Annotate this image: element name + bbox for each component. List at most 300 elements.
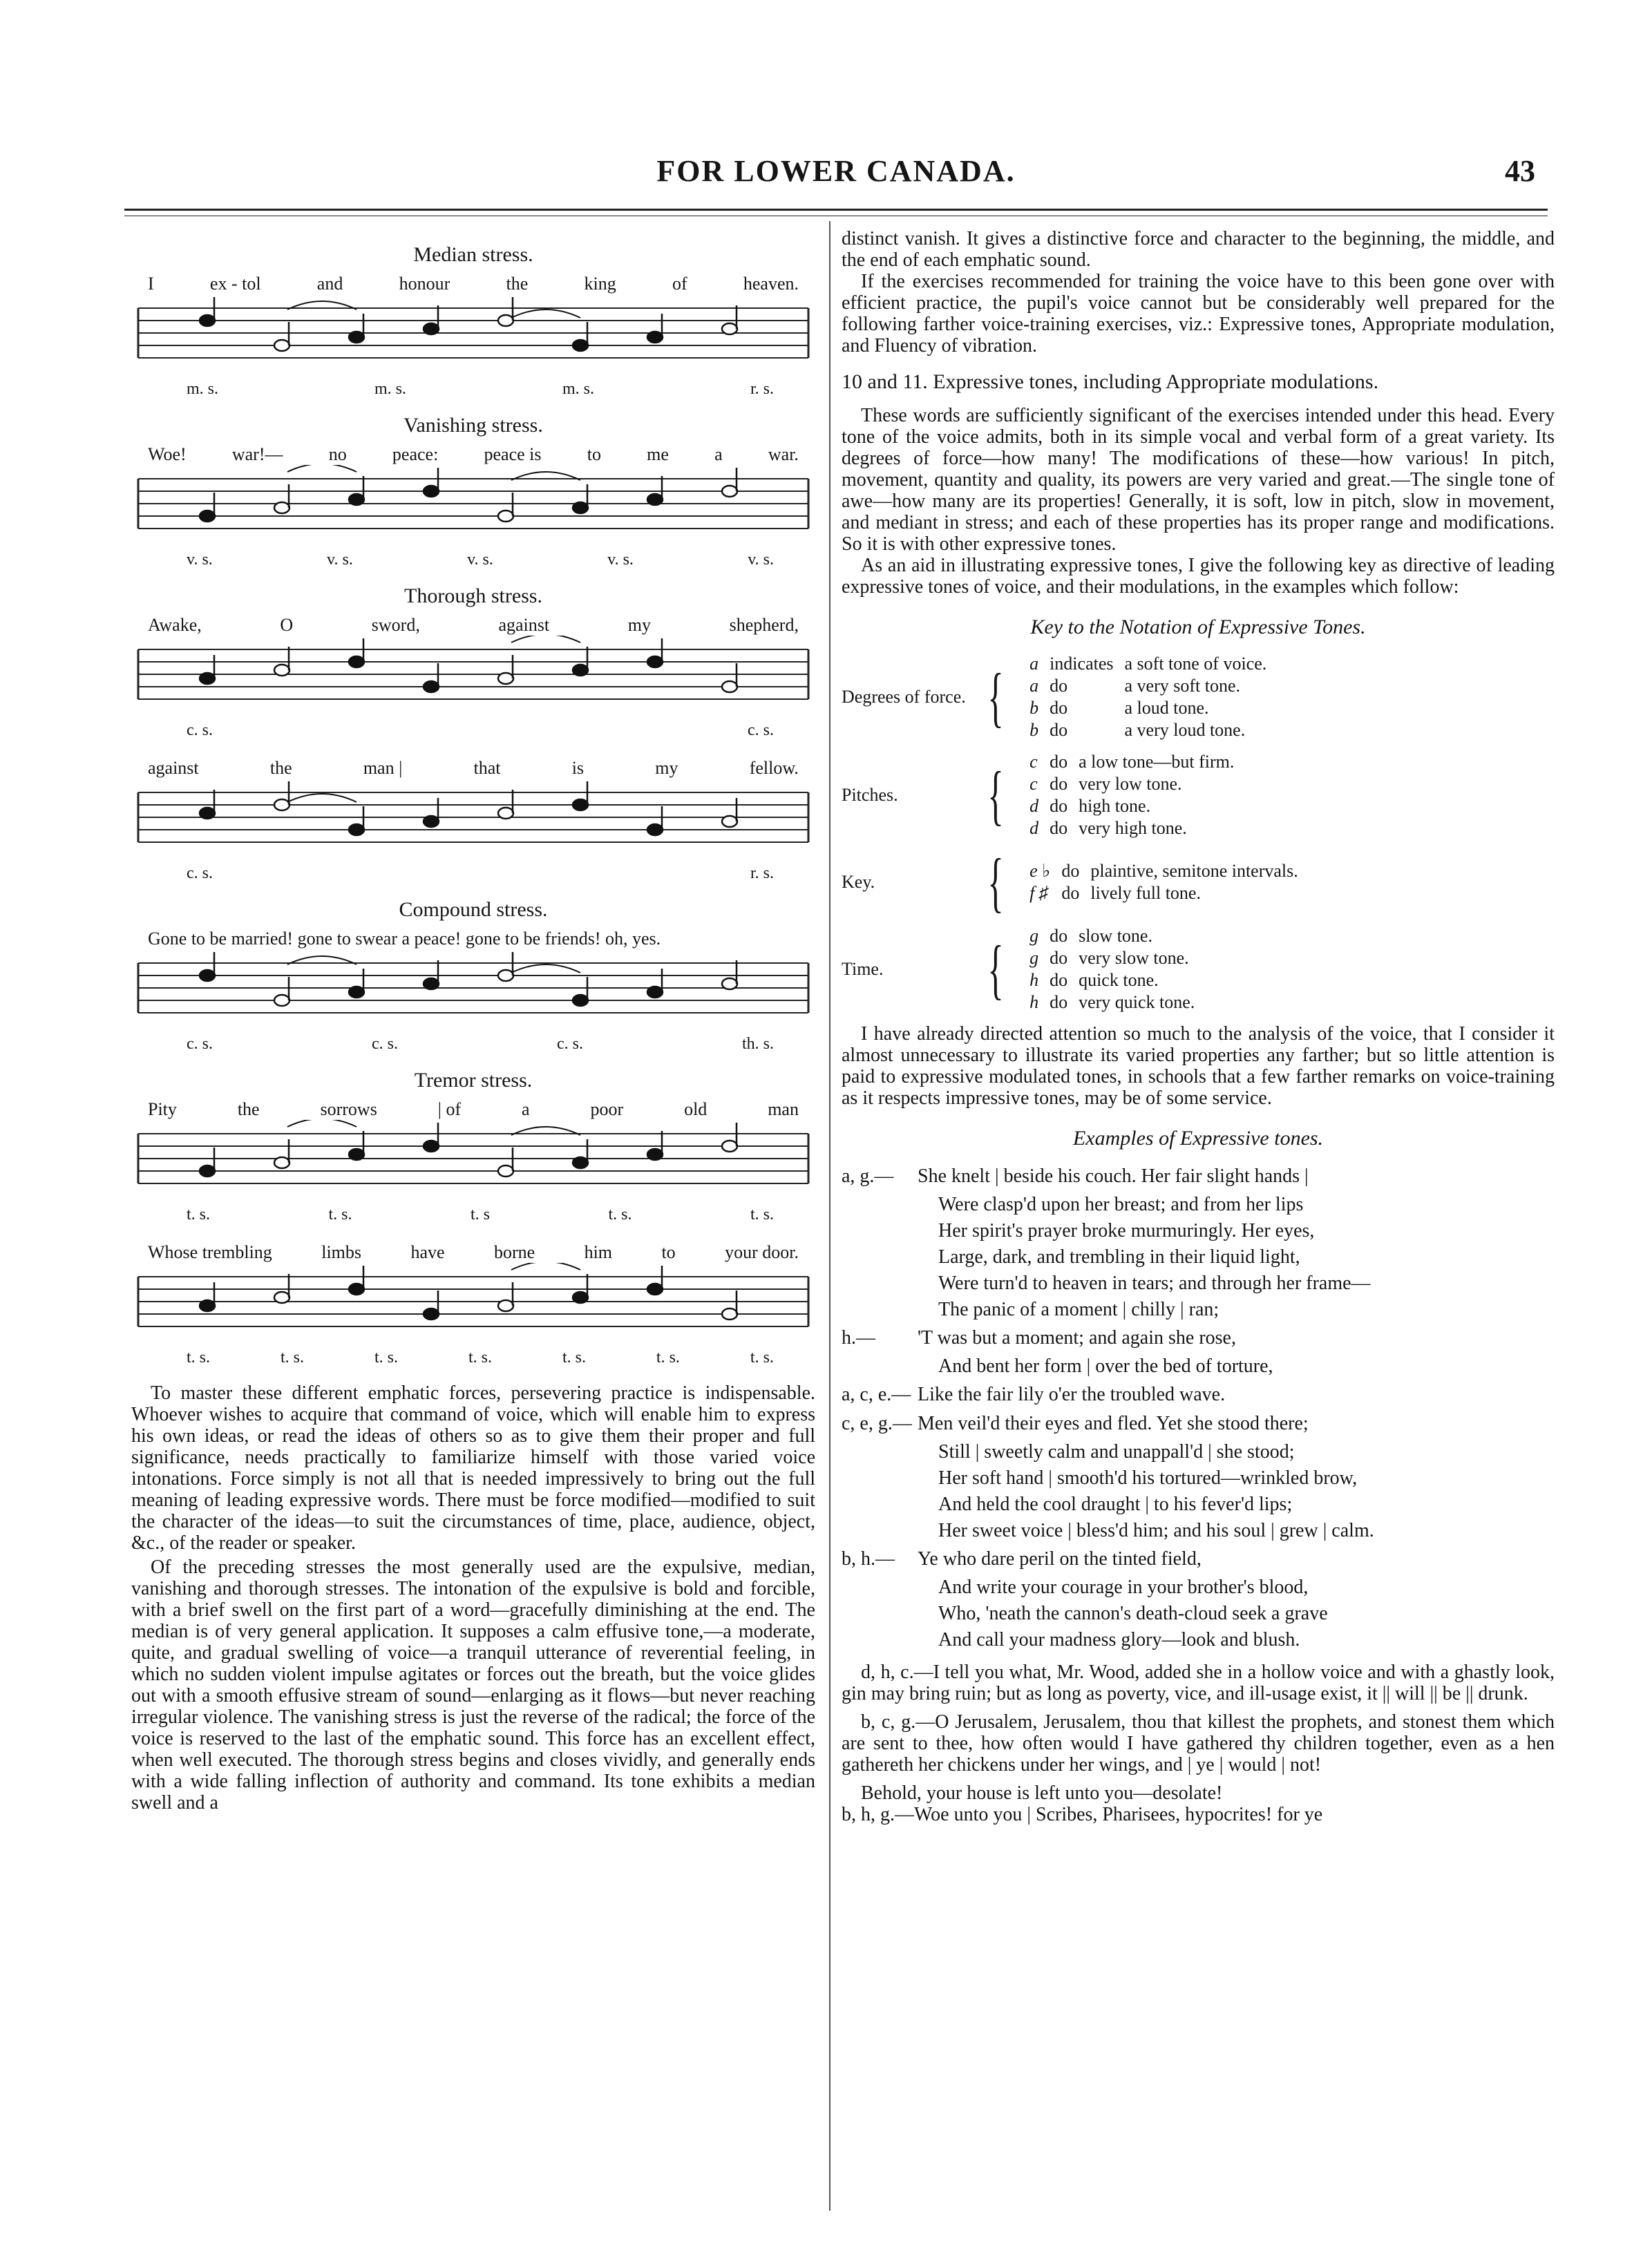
stress-label: v. s.: [748, 551, 774, 569]
note-head: [722, 681, 737, 692]
key-cell: g: [1029, 926, 1039, 946]
music-staff: [131, 636, 815, 718]
slur: [287, 794, 357, 802]
note-head: [647, 332, 663, 343]
stress-title: Tremor stress.: [414, 1069, 533, 1092]
stress-labels: [131, 1349, 815, 1367]
music-staff: [131, 779, 815, 862]
key-cell: very slow tone.: [1079, 948, 1189, 968]
right-column: [842, 228, 1555, 1825]
closing-paragraph-4: b, h, g.—Woe unto you | Scribes, Pharisees, hypocrites! for ye: [842, 1804, 1323, 1825]
key-row: [1024, 991, 1200, 1013]
column-divider: [829, 221, 830, 2211]
stress-labels: [131, 864, 815, 883]
note-head: [349, 1284, 364, 1295]
example-text: And write your courage in your brother's blood,: [938, 1577, 1309, 1598]
key-row: [1024, 925, 1200, 947]
lyric-word: man: [768, 1099, 799, 1119]
example-line: [842, 1519, 1555, 1543]
key-cell: indicates: [1050, 654, 1114, 674]
note-head: [647, 987, 663, 998]
stress-label: c. s.: [556, 1035, 583, 1053]
lyric-word: Whose trembling: [148, 1242, 272, 1262]
lyric-word: fellow.: [749, 758, 799, 778]
note-head: [424, 486, 439, 497]
slur: [511, 1263, 580, 1270]
stress-label: t. s.: [750, 1349, 774, 1367]
lyric-word: peace is: [484, 444, 542, 464]
lyric-word: war.: [768, 444, 799, 464]
key-cell: g: [1029, 948, 1039, 968]
key-cell: very low tone.: [1079, 774, 1182, 794]
music-staff: [131, 1120, 815, 1203]
note-head: [424, 816, 439, 827]
stress-title: Vanishing stress.: [403, 414, 543, 437]
key-cell: do: [1050, 926, 1068, 946]
key-cell: c: [1029, 774, 1038, 794]
music-examples: [131, 243, 815, 1367]
example-text: Were clasp'd upon her breast; and from her lips: [938, 1194, 1304, 1215]
lyric-word: ex - tol: [209, 274, 261, 294]
lyric-word: a: [522, 1099, 530, 1119]
key-cell: do: [1050, 948, 1068, 968]
key-row: [1024, 882, 1304, 904]
note-head: [349, 824, 364, 835]
body-paragraph-1: These words are sufficiently significant of the exercises intended under this head. Every tone of the voice admits, both in its simple vocal and verbal form of a great variety. Its degrees of force—how many! The modifications of these—how various! In pitch, movement, quantity and quality, its powers are very varied and great.—The single tone of awe—how many are its properties! Generally, it is soft, low in pitch, slow in movement, and mediant in stress; and each of these properties has its proper range and modifications. So it is with other expressive tones.: [842, 405, 1555, 555]
key-group-label: Key.: [842, 872, 875, 892]
closing-text: [842, 1662, 1555, 1825]
stress-example: [131, 243, 815, 399]
stress-example: [131, 1069, 815, 1224]
key-cell: do: [1050, 992, 1068, 1012]
slur: [511, 636, 580, 643]
note-head: [274, 799, 289, 810]
lyric-word: that: [473, 758, 501, 778]
left-column: [131, 228, 815, 1814]
page-number: 43: [1505, 154, 1535, 188]
example-line: [842, 1246, 1555, 1269]
stress-spacer: [131, 1224, 815, 1242]
note-head: [647, 1284, 663, 1295]
key-title: Key to the Notation of Expressive Tones.: [1030, 616, 1366, 638]
key-row: [1024, 817, 1240, 839]
example-text: And bent her form | over the bed of torture,: [938, 1355, 1273, 1377]
lyric-word: Pity: [148, 1099, 177, 1119]
left-paragraph-1: To master these different emphatic forces, persevering practice is indispensable. Whoever wishes to acquire that command of voice, which will enable him to express his own ideas, or read the ideas of others so as to give them their proper and full significance, needs practically to familiarize himself with those varied voice intonations. Force simply is not all that is needed impressively to bring out the full meaning of leading expressive words. There must be force modified—modified to suit the character of the ideas—to suit the circumstances of time, place, audience, object, &c., of the reader or speaker.: [131, 1382, 815, 1554]
stress-title: Compound stress.: [399, 898, 548, 921]
intro-paragraph-1: distinct vanish. It gives a distinctive force and character to the beginning, the middle, and the end of each emphatic sound.: [842, 228, 1555, 271]
page-header: [124, 153, 1548, 202]
stress-label: m. s.: [374, 380, 406, 398]
lyric-line: [131, 274, 815, 294]
lyric-line: [131, 444, 815, 465]
slur: [511, 964, 580, 973]
stress-labels: [131, 1035, 815, 1054]
key-cell: plaintive, semitone intervals.: [1090, 861, 1298, 881]
brace-icon: {: [987, 758, 1004, 832]
stress-label: t. s.: [187, 1349, 211, 1367]
example-line: [842, 1382, 1555, 1407]
lyric-word: Gone to be married! gone to swear a peace! gone to be friends! oh, yes.: [148, 929, 661, 949]
key-group-label: Degrees of force.: [842, 687, 966, 707]
key-cell: do: [1050, 818, 1068, 838]
note-head: [647, 494, 663, 505]
example-text: Still | sweetly calm and unappall'd | she stood;: [938, 1441, 1295, 1463]
note-head: [573, 1157, 588, 1168]
stress-label: c. s.: [187, 864, 213, 882]
key-cell: do: [1050, 970, 1068, 990]
brace-icon: {: [987, 845, 1004, 919]
key-cell: high tone.: [1079, 796, 1151, 816]
note-head: [498, 808, 513, 819]
note-head: [573, 799, 588, 810]
note-head: [647, 824, 663, 835]
example-notation: b, h.—: [842, 1548, 895, 1570]
key-group: [842, 925, 1555, 1013]
lyric-word: sword,: [371, 615, 420, 635]
stress-label: c. s.: [187, 1035, 213, 1053]
example-notation: c, e, g.—: [842, 1413, 912, 1434]
closing-paragraph-3: Behold, your house is left unto you—desolate!: [861, 1782, 1223, 1804]
lyric-word: and: [316, 274, 343, 294]
stress-label: c. s.: [748, 721, 774, 739]
key-row: [1024, 947, 1200, 969]
note-head: [200, 1300, 215, 1311]
note-head: [424, 978, 439, 989]
key-cell: do: [1061, 861, 1080, 881]
lyric-word: man |: [363, 758, 403, 778]
key-group: [842, 751, 1555, 839]
example-line: [842, 1326, 1555, 1351]
key-cell: quick tone.: [1079, 970, 1159, 990]
note-head: [498, 673, 513, 684]
lyric-word: Woe!: [148, 444, 187, 464]
left-text: [131, 1382, 815, 1814]
notation-key: [842, 653, 1555, 1013]
key-row: [1024, 697, 1272, 719]
stress-example: [131, 898, 815, 1054]
stress-label: t. s.: [374, 1349, 398, 1367]
note-head: [498, 1165, 513, 1177]
example-text: 'T was but a moment; and again she rose,: [918, 1327, 1236, 1349]
lyric-word: O: [280, 615, 294, 635]
note-head: [274, 340, 289, 351]
lyric-word: shepherd,: [729, 615, 799, 635]
lyric-line: [131, 929, 815, 949]
closing-paragraph-2: b, c, g.—O Jerusalem, Jerusalem, thou that killest the prophets, and stonest them which are sent to thee, how often would I have gathered thy children together, even as a hen gathereth her chickens under her wings, and | ye | would | not!: [842, 1711, 1555, 1776]
key-cell: a very soft tone.: [1124, 676, 1241, 696]
left-paragraph-2: Of the preceding stresses the most generally used are the expulsive, median, vanishing and thorough stresses. The intonation of the expulsive is bold and forcible, with a brief swell on the first part of a word—gracefully diminishing at the end. The median is of very general application. It supposes a calm effusive tone,—a moderate, quite, and gradual swelling of voice—a tranquil utterance of reverential feeling, in which no sudden violent impulse agitates or forces out the breath, but the voice glides out with a smooth effusive stream of sound—enlarging as it flows—but never reaching irregular violence. The vanishing stress is just the reverse of the radical; the force of the voice is reserved to the last of the emphatic sound. This force has an excellent effect, when well executed. The thorough stress begins and closes vividly, and generally ends with a wide falling inflection of authority and command. Its tone exhibits a median swell and a: [131, 1557, 815, 1814]
lyric-word: Awake,: [148, 615, 202, 635]
example-text: Were turn'd to heaven in tears; and through her frame—: [938, 1273, 1371, 1294]
stress-label: t. s.: [468, 1349, 492, 1367]
key-cell: h: [1029, 992, 1039, 1012]
stress-label: v. s.: [467, 551, 493, 569]
note-head: [200, 511, 215, 522]
stress-spacer: [131, 740, 815, 758]
stress-label: v. s.: [607, 551, 634, 569]
example-text: She knelt | beside his couch. Her fair slight hands |: [918, 1165, 1309, 1187]
example-text: Like the fair lily o'er the troubled wave.: [918, 1384, 1226, 1405]
note-head: [200, 673, 215, 684]
lyric-word: of: [672, 274, 687, 294]
example-text: The panic of a moment | chilly | ran;: [938, 1299, 1219, 1320]
key-cell: a: [1029, 676, 1039, 696]
key-cell: a: [1029, 654, 1039, 674]
example-line: [842, 1355, 1555, 1378]
stress-label: c. s.: [371, 1035, 398, 1053]
lyric-word: honour: [399, 274, 450, 294]
note-head: [722, 486, 737, 497]
stress-title: Median stress.: [413, 243, 533, 266]
key-cell: do: [1050, 774, 1068, 794]
key-row: [1024, 795, 1240, 817]
example-notation: h.—: [842, 1327, 875, 1349]
example-line: [842, 1193, 1555, 1217]
example-line: [842, 1467, 1555, 1490]
stress-label: m. s.: [562, 380, 594, 398]
lyric-word: borne: [493, 1242, 535, 1262]
lyric-word: war!—: [231, 444, 283, 464]
key-cell: slow tone.: [1079, 926, 1152, 946]
examples-list: [842, 1164, 1555, 1652]
music-staff: [131, 1263, 815, 1346]
note-head: [200, 970, 215, 981]
key-row: [1024, 773, 1240, 795]
key-table: [1024, 860, 1304, 904]
note-head: [498, 1300, 513, 1311]
example-notation: a, c, e.—: [842, 1384, 911, 1405]
lyric-word: against: [148, 758, 199, 778]
note-head: [722, 978, 737, 989]
lyric-word: no: [328, 444, 347, 464]
stress-label: t. s: [470, 1206, 490, 1224]
key-cell: a soft tone of voice.: [1124, 654, 1267, 674]
stress-label: c. s.: [187, 721, 213, 739]
key-cell: c: [1029, 752, 1038, 772]
stress-label: t. s.: [608, 1206, 632, 1224]
key-cell: a loud tone.: [1124, 698, 1209, 718]
stress-label: m. s.: [187, 380, 219, 398]
lyric-word: old: [684, 1099, 708, 1119]
note-head: [573, 665, 588, 676]
key-cell: a very loud tone.: [1124, 720, 1246, 740]
note-head: [647, 656, 663, 667]
note-head: [424, 681, 439, 692]
stress-label: th. s.: [741, 1035, 774, 1053]
note-head: [349, 656, 364, 667]
note-head: [424, 323, 439, 334]
example-text: And held the cool draught | to his fever'd lips;: [938, 1494, 1293, 1515]
note-head: [349, 494, 364, 505]
note-head: [573, 1292, 588, 1303]
lyric-word: king: [584, 274, 616, 294]
note-head: [498, 511, 513, 522]
example-line: [842, 1576, 1555, 1599]
music-staff: [131, 465, 815, 548]
example-text: Who, 'neath the cannon's death-cloud seek a grave: [938, 1603, 1328, 1624]
lyric-word: peace:: [392, 444, 439, 464]
note-head: [349, 1149, 364, 1160]
intro-paragraph-2: If the exercises recommended for training the voice have to this been gone over with efficient practice, the pupil's voice cannot but be considerably well prepared for the following farther voice-training exercises, viz.: Expressive tones, Appropriate modulation, and Fluency of vibration.: [842, 271, 1555, 356]
key-group-label: Pitches.: [842, 785, 898, 805]
example-line: [842, 1628, 1555, 1652]
key-cell: lively full tone.: [1090, 883, 1201, 903]
lyric-word: against: [498, 615, 550, 635]
key-cell: a low tone—but firm.: [1079, 752, 1235, 772]
key-cell: very high tone.: [1079, 818, 1187, 838]
after-key-paragraph: I have already directed attention so much to the analysis of the voice, that I consider it almost unnecessary to illustrate its varied properties any farther; but so little attention is paid to expressive modulated tones, in schools that a few farther remarks on voice-training as it respects impressive tones, may be of some service.: [842, 1023, 1555, 1109]
key-cell: do: [1050, 720, 1068, 740]
key-cell: do: [1050, 796, 1068, 816]
lyric-word: heaven.: [743, 274, 799, 294]
note-head: [573, 340, 588, 351]
lyric-word: a: [714, 444, 723, 464]
running-title: FOR LOWER CANADA.: [656, 154, 1016, 188]
lyric-word: to: [587, 444, 601, 464]
header-rule: [124, 209, 1548, 211]
note-head: [274, 1292, 289, 1303]
key-table: [1024, 653, 1272, 741]
key-group: [842, 845, 1555, 919]
key-row: [1024, 969, 1200, 991]
example-text: Her sweet voice | bless'd him; and his soul | grew | calm.: [938, 1520, 1374, 1541]
slur: [287, 1120, 357, 1127]
key-row: [1024, 719, 1272, 741]
lyric-word: my: [627, 615, 651, 635]
stress-label: t. s.: [187, 1206, 211, 1224]
lyric-word: the: [237, 1099, 260, 1119]
key-cell: e ♭: [1029, 861, 1051, 881]
note-head: [498, 970, 513, 981]
note-head: [424, 1141, 439, 1152]
example-line: [842, 1602, 1555, 1626]
stress-label: t. s.: [280, 1349, 304, 1367]
example-line: [842, 1493, 1555, 1516]
note-head: [200, 315, 215, 326]
stress-label: r. s.: [750, 864, 774, 882]
example-line: [842, 1272, 1555, 1295]
stress-labels: [131, 721, 815, 740]
section-heading: 10 and 11. Expressive tones, including Appropriate modulations.: [842, 370, 1379, 393]
example-text: Her spirit's prayer broke murmuringly. Her eyes,: [938, 1220, 1315, 1241]
stress-label: t. s.: [562, 1349, 586, 1367]
key-cell: do: [1050, 752, 1068, 772]
note-head: [722, 323, 737, 334]
key-row: [1024, 653, 1272, 675]
key-cell: f ♯: [1029, 883, 1048, 903]
lyric-word: me: [647, 444, 669, 464]
stress-labels: [131, 551, 815, 569]
key-cell: very quick tone.: [1079, 992, 1195, 1012]
key-cell: d: [1029, 796, 1039, 816]
note-head: [573, 995, 588, 1006]
brace-icon: {: [987, 932, 1004, 1006]
note-head: [274, 1157, 289, 1168]
key-cell: do: [1061, 883, 1080, 903]
lyric-word: limbs: [321, 1242, 362, 1262]
stress-label: v. s.: [187, 551, 213, 569]
slur: [511, 310, 580, 318]
lyric-word: to: [661, 1242, 676, 1262]
slur: [287, 465, 357, 472]
example-text: And call your madness glory—look and blush.: [938, 1629, 1300, 1650]
lyric-word: is: [571, 758, 585, 778]
key-cell: do: [1050, 676, 1068, 696]
example-line: [842, 1411, 1555, 1436]
note-head: [349, 332, 364, 343]
lyric-word: the: [506, 274, 529, 294]
lyric-word: | of: [437, 1099, 462, 1119]
key-table: [1024, 925, 1200, 1013]
stress-labels: [131, 1206, 815, 1224]
note-head: [573, 502, 588, 513]
closing-paragraph-1: d, h, c.—I tell you what, Mr. Wood, added she in a hollow voice and with a ghastly look, gin may bring ruin; but as long as poverty, vice, and ill-usage exist, it || will || be || drunk.: [842, 1662, 1555, 1704]
lyric-word: the: [269, 758, 292, 778]
key-row: [1024, 751, 1240, 773]
note-head: [349, 987, 364, 998]
example-line: [842, 1164, 1555, 1189]
example-text: Large, dark, and trembling in their liquid light,: [938, 1246, 1300, 1268]
lyric-line: [131, 615, 815, 636]
note-head: [200, 1165, 215, 1177]
lyric-line: [131, 1242, 815, 1263]
note-head: [274, 995, 289, 1006]
lyric-word: my: [655, 758, 678, 778]
lyric-word: have: [410, 1242, 445, 1262]
example-line: [842, 1219, 1555, 1243]
key-cell: do: [1050, 698, 1068, 718]
example-text: Her soft hand | smooth'd his tortured—wrinkled brow,: [938, 1467, 1358, 1489]
key-cell: b: [1029, 720, 1039, 740]
examples-title: Examples of Expressive tones.: [1072, 1127, 1324, 1150]
stress-label: t. s.: [656, 1349, 680, 1367]
body-paragraph-2: As an aid in illustrating expressive tones, I give the following key as directive of leading expressive tones of voice, and their modulations, in the examples which follow:: [842, 555, 1555, 598]
lyric-line: [131, 1099, 815, 1120]
key-group: [842, 653, 1555, 741]
note-head: [274, 665, 289, 676]
key-row: [1024, 675, 1272, 697]
stress-example: [131, 584, 815, 740]
note-head: [200, 808, 215, 819]
stress-label: t. s.: [328, 1206, 352, 1224]
key-cell: h: [1029, 970, 1039, 990]
note-head: [424, 1308, 439, 1320]
key-cell: d: [1029, 818, 1039, 838]
key-row: [1024, 860, 1304, 882]
note-head: [647, 1149, 663, 1160]
stress-example: [131, 414, 815, 569]
lyric-word: him: [584, 1242, 613, 1262]
stress-label: r. s.: [750, 380, 774, 398]
example-line: [842, 1547, 1555, 1572]
lyric-word: poor: [590, 1099, 624, 1119]
note-head: [722, 1308, 737, 1320]
note-head: [274, 502, 289, 513]
example-notation: a, g.—: [842, 1165, 894, 1187]
example-line: [842, 1298, 1555, 1322]
note-head: [498, 315, 513, 326]
example-line: [842, 1440, 1555, 1464]
stress-label: v. s.: [327, 551, 353, 569]
stress-label: t. s.: [750, 1206, 774, 1224]
note-head: [722, 1141, 737, 1152]
lyric-word: I: [148, 274, 154, 294]
stress-example: [131, 740, 815, 883]
lyric-word: your door.: [725, 1242, 799, 1262]
stress-labels: [131, 380, 815, 399]
key-group-label: Time.: [842, 959, 884, 979]
